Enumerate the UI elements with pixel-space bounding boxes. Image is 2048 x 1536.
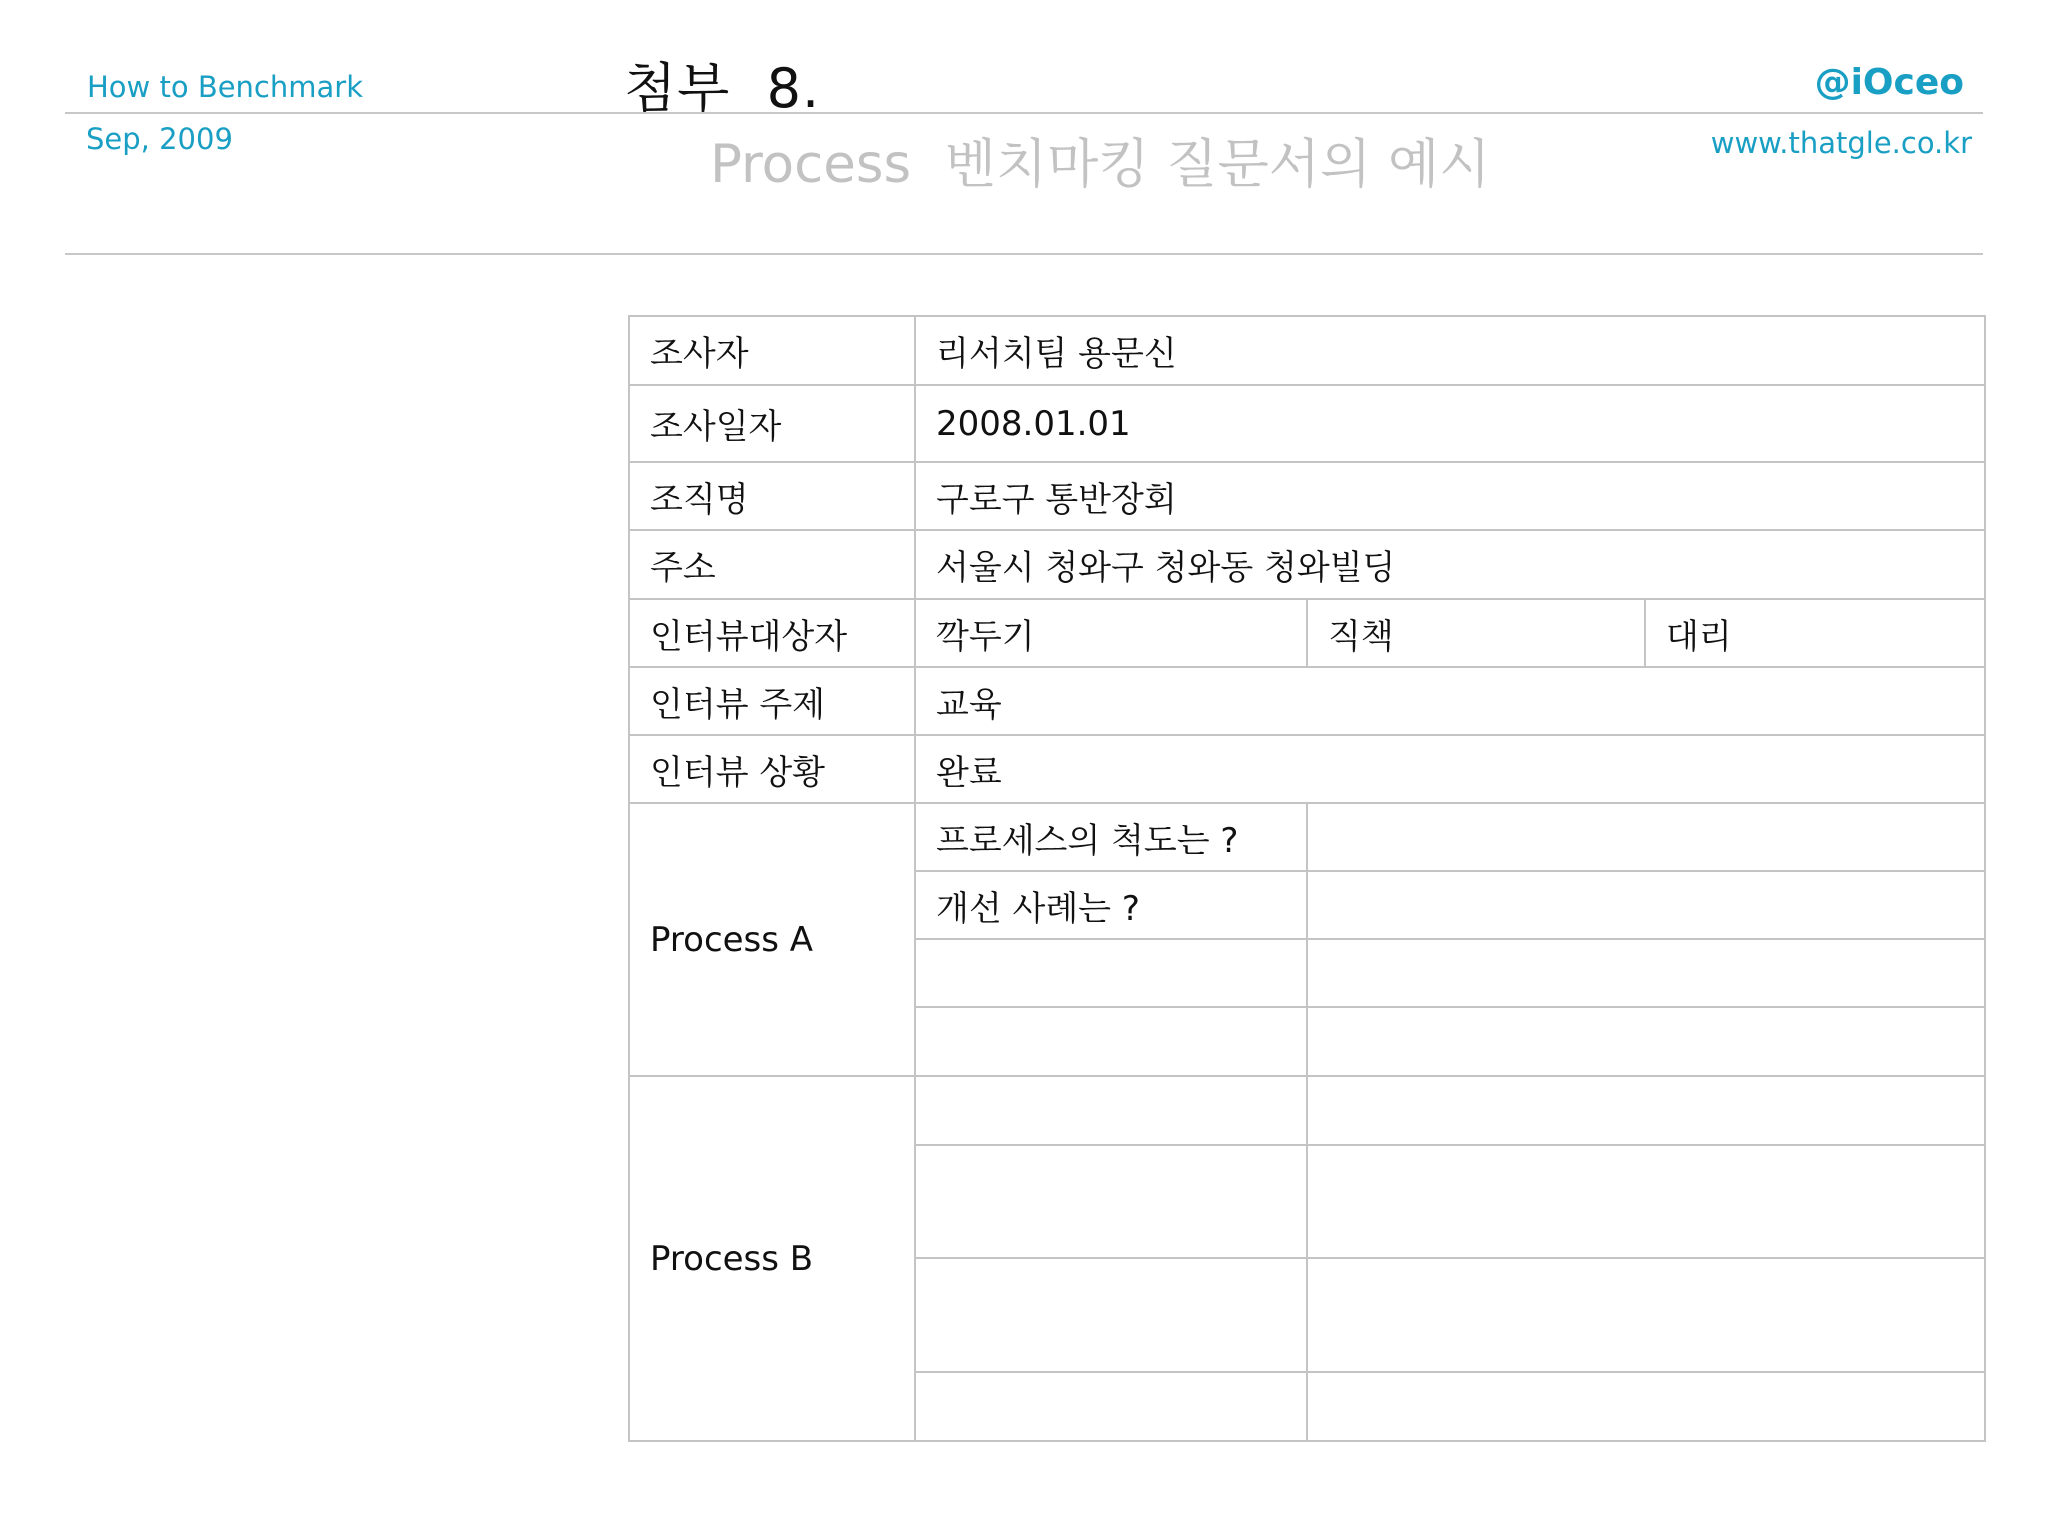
page-subtitle: Process 벤치마킹 질문서의 예시	[710, 134, 1491, 195]
researcher-value: 리서치팀 용문신	[915, 316, 1985, 385]
process-b-answer	[1307, 1258, 1985, 1372]
position-value: 대리	[1645, 599, 1985, 667]
table-row	[629, 803, 1985, 871]
process-a-question	[915, 1007, 1307, 1076]
date-label: 조사일자	[629, 385, 915, 462]
table-row	[629, 1076, 1985, 1145]
process-b-label: Process B	[629, 1076, 915, 1441]
topic-value: 교육	[915, 667, 1985, 735]
position-label: 직책	[1307, 599, 1645, 667]
process-a-answer	[1307, 939, 1985, 1007]
table-row	[629, 530, 1985, 599]
header-date: Sep, 2009	[86, 122, 233, 156]
process-a-question: 개선 사례는 ?	[915, 871, 1307, 939]
table-row	[629, 599, 1985, 667]
interviewee-value: 깍두기	[915, 599, 1307, 667]
header-divider-bottom	[65, 253, 1983, 255]
header-website[interactable]: www.thatgle.co.kr	[1710, 126, 1972, 160]
process-b-answer	[1307, 1372, 1985, 1441]
table-row	[629, 735, 1985, 803]
org-label: 조직명	[629, 462, 915, 530]
status-value: 완료	[915, 735, 1985, 803]
date-value: 2008.01.01	[915, 385, 1985, 462]
researcher-label: 조사자	[629, 316, 915, 385]
process-b-question	[915, 1372, 1307, 1441]
process-a-answer	[1307, 803, 1985, 871]
process-a-label: Process A	[629, 803, 915, 1076]
address-value: 서울시 청와구 청와동 청와빌딩	[915, 530, 1985, 599]
process-b-answer	[1307, 1076, 1985, 1145]
interviewee-label: 인터뷰대상자	[629, 599, 915, 667]
process-b-question	[915, 1258, 1307, 1372]
status-label: 인터뷰 상황	[629, 735, 915, 803]
table-row	[629, 667, 1985, 735]
process-b-answer	[1307, 1145, 1985, 1258]
address-label: 주소	[629, 530, 915, 599]
table-row	[629, 385, 1985, 462]
topic-label: 인터뷰 주제	[629, 667, 915, 735]
org-value: 구로구 통반장회	[915, 462, 1985, 530]
header-author: @iOceo	[1814, 62, 1964, 103]
process-a-answer	[1307, 1007, 1985, 1076]
process-b-question	[915, 1076, 1307, 1145]
page-title: 첨부 8.	[624, 57, 821, 120]
process-a-answer	[1307, 871, 1985, 939]
process-a-question: 프로세스의 척도는 ?	[915, 803, 1307, 871]
process-b-question	[915, 1145, 1307, 1258]
table-row	[629, 462, 1985, 530]
table-row	[629, 316, 1985, 385]
header-series-title: How to Benchmark	[87, 70, 363, 104]
benchmark-questionnaire-table	[628, 315, 1986, 1442]
header-divider-top	[65, 112, 1983, 114]
process-a-question	[915, 939, 1307, 1007]
